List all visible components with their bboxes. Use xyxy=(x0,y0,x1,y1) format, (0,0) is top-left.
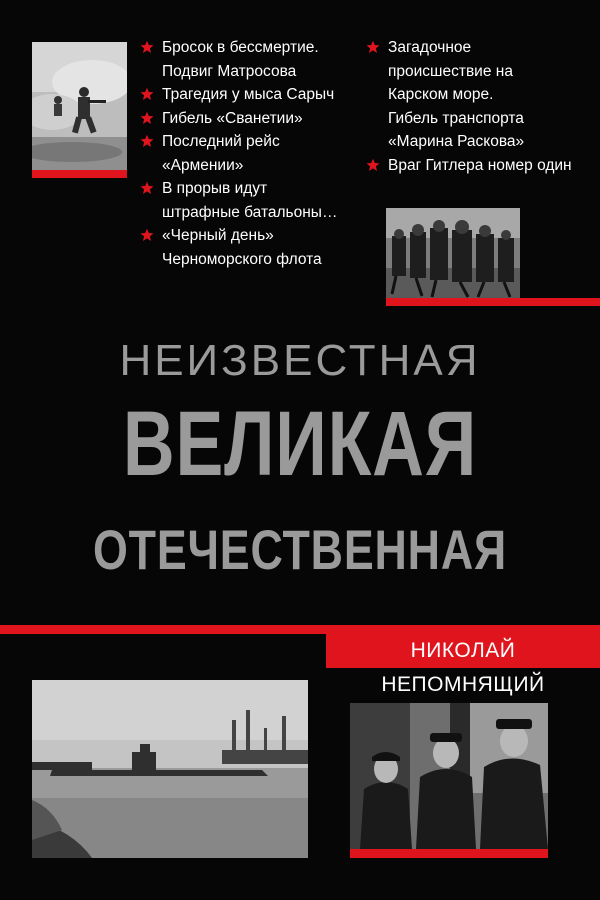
topic-text: Гибель транспорта xyxy=(388,109,524,127)
list-item xyxy=(140,130,360,177)
title-line-patriotic: ОТЕЧЕСТВЕННАЯ xyxy=(93,518,507,581)
topic-text: Трагедия у мыса Сарыч xyxy=(162,86,335,103)
photo-submarine-harbor xyxy=(32,680,308,858)
topic-text: Загадочное xyxy=(388,39,472,56)
topic-text: «Черный день» xyxy=(162,227,274,244)
photo-officers xyxy=(350,703,548,849)
author-accent-band xyxy=(0,625,600,634)
list-item xyxy=(140,107,360,131)
topic-text: Подвиг Матросова xyxy=(162,62,297,80)
photo-marching-soldiers xyxy=(386,208,520,298)
list-item xyxy=(140,177,360,224)
topic-text: происшествие на xyxy=(388,62,513,80)
topics-list-left xyxy=(140,36,360,271)
star-bullet-icon xyxy=(366,158,380,172)
topic-text: штрафные батальоны… xyxy=(162,203,338,221)
topic-text: «Марина Раскова» xyxy=(388,133,525,150)
star-bullet-icon xyxy=(140,111,154,125)
star-bullet-icon xyxy=(140,228,154,242)
topic-text: Черноморского флота xyxy=(162,250,322,268)
list-item xyxy=(366,36,592,154)
photo-soldiers-in-smoke xyxy=(32,42,127,170)
topic-text: Карском море. xyxy=(388,86,494,103)
photo-accent-bar xyxy=(350,849,548,858)
list-item xyxy=(140,83,360,107)
list-item xyxy=(140,36,360,83)
author-name: НИКОЛАЙ НЕПОМНЯЩИЙ xyxy=(326,634,600,668)
star-bullet-icon xyxy=(140,40,154,54)
topic-text: «Армении» xyxy=(162,156,244,174)
topic-text: Гибель «Сванетии» xyxy=(162,109,303,127)
title-line-unknown: НЕИЗВЕСТНАЯ xyxy=(119,336,481,385)
title-line-great: ВЕЛИКАЯ xyxy=(122,393,478,495)
photo-accent-bar xyxy=(32,170,127,178)
photo-accent-bar xyxy=(386,298,600,306)
topic-text: Бросок в бессмертие. xyxy=(162,39,319,56)
topic-text: В прорыв идут xyxy=(162,180,268,197)
topic-text: Последний рейс xyxy=(162,133,280,150)
topic-text: Враг Гитлера номер один xyxy=(388,156,572,174)
list-item xyxy=(140,224,360,271)
topics-list-right xyxy=(366,36,592,177)
star-bullet-icon xyxy=(366,40,380,54)
star-bullet-icon xyxy=(140,181,154,195)
star-bullet-icon xyxy=(140,87,154,101)
star-bullet-icon xyxy=(140,134,154,148)
list-item xyxy=(366,154,592,178)
